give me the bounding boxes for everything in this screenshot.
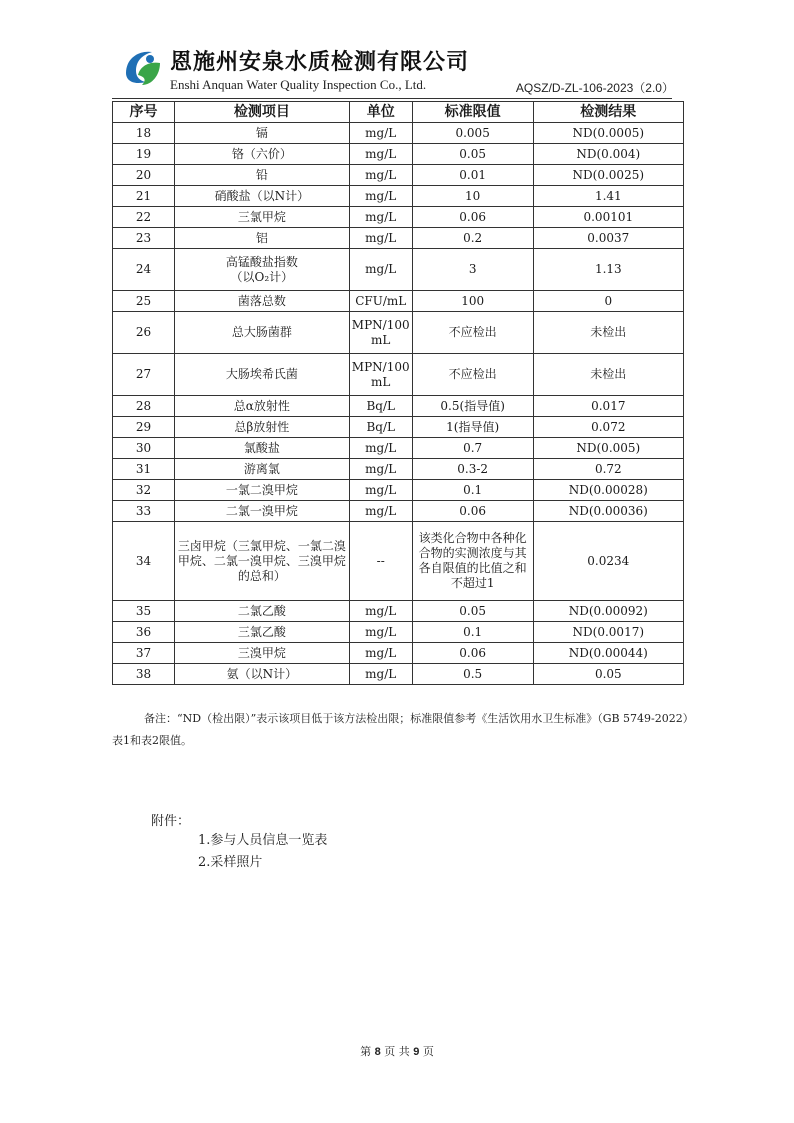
- header-divider: [112, 98, 672, 99]
- cell-unit: Bq/L: [349, 396, 412, 417]
- cell-item: 总α放射性: [174, 396, 349, 417]
- cell-limit: 0.06: [412, 643, 533, 664]
- water-drop-logo-icon: [122, 47, 164, 89]
- table-row: [113, 438, 684, 459]
- cell-limit: 1(指导值): [412, 417, 533, 438]
- footer-total-pages: 9: [413, 1046, 420, 1058]
- cell-no: 24: [113, 249, 175, 291]
- cell-no: 20: [113, 165, 175, 186]
- cell-item: 铝: [174, 228, 349, 249]
- cell-unit: mg/L: [349, 186, 412, 207]
- table-row: [113, 291, 684, 312]
- cell-limit: 0.05: [412, 144, 533, 165]
- cell-unit: mg/L: [349, 165, 412, 186]
- table-row: [113, 312, 684, 354]
- attachments-title: 附件：: [151, 814, 191, 829]
- table-row: [113, 480, 684, 501]
- footer-prefix: 第: [360, 1045, 372, 1058]
- cell-item-line2: （以O₂计）: [230, 269, 294, 284]
- cell-item: 三溴甲烷: [174, 643, 349, 664]
- cell-no: 32: [113, 480, 175, 501]
- table-row: [113, 664, 684, 685]
- cell-item: 游离氯: [174, 459, 349, 480]
- table-row: [113, 123, 684, 144]
- cell-unit: mg/L: [349, 249, 412, 291]
- cell-result: 0.0037: [533, 228, 683, 249]
- cell-unit: MPN/100mL: [349, 354, 412, 396]
- table-note: 备注：“ND（检出限）”表示该项目低于该方法检出限；标准限值参考《生活饮用水卫生标准》（GB 5749-2022）表1和表2限值。: [112, 712, 689, 747]
- header-result: 检测结果: [533, 102, 683, 123]
- footer-middle: 页 共: [384, 1045, 410, 1058]
- page-header: [0, 0, 794, 100]
- cell-limit: 0.2: [412, 228, 533, 249]
- table-row: [113, 354, 684, 396]
- header-limit: 标准限值: [412, 102, 533, 123]
- cell-no: 35: [113, 601, 175, 622]
- cell-item: 三氯甲烷: [174, 207, 349, 228]
- cell-no: 19: [113, 144, 175, 165]
- cell-item: 大肠埃希氏菌: [174, 354, 349, 396]
- cell-limit: 0.1: [412, 480, 533, 501]
- cell-result: ND(0.00028): [533, 480, 683, 501]
- table-row: [113, 522, 684, 601]
- cell-no: 22: [113, 207, 175, 228]
- document-code: AQSZ/D-ZL-106-2023（2.0）: [515, 81, 674, 95]
- cell-result: 0.072: [533, 417, 683, 438]
- cell-unit: mg/L: [349, 601, 412, 622]
- cell-unit: MPN/100mL: [349, 312, 412, 354]
- table-row: [113, 144, 684, 165]
- table-row: [113, 186, 684, 207]
- cell-limit: 0.5: [412, 664, 533, 685]
- cell-unit: mg/L: [349, 144, 412, 165]
- cell-result: 0.017: [533, 396, 683, 417]
- cell-limit: 10: [412, 186, 533, 207]
- cell-no: 25: [113, 291, 175, 312]
- cell-no: 31: [113, 459, 175, 480]
- cell-unit: mg/L: [349, 459, 412, 480]
- cell-unit: Bq/L: [349, 417, 412, 438]
- cell-result: ND(0.0005): [533, 123, 683, 144]
- cell-no: 29: [113, 417, 175, 438]
- table-row: [113, 249, 684, 291]
- cell-limit: 0.05: [412, 601, 533, 622]
- cell-limit: 不应检出: [412, 354, 533, 396]
- cell-no: 23: [113, 228, 175, 249]
- cell-no: 34: [113, 522, 175, 601]
- cell-item: 二氯乙酸: [174, 601, 349, 622]
- cell-result: 1.13: [533, 249, 683, 291]
- cell-limit: 不应检出: [412, 312, 533, 354]
- cell-item: 氨（以N计）: [174, 664, 349, 685]
- cell-no: 37: [113, 643, 175, 664]
- cell-unit: CFU/mL: [349, 291, 412, 312]
- cell-item: 硝酸盐（以N计）: [174, 186, 349, 207]
- cell-limit: 0.06: [412, 207, 533, 228]
- cell-item: 铬（六价）: [174, 144, 349, 165]
- cell-limit: 100: [412, 291, 533, 312]
- cell-result: ND(0.0025): [533, 165, 683, 186]
- company-name-en: Enshi Anquan Water Quality Inspection Co., Ltd.: [170, 77, 427, 92]
- cell-unit: mg/L: [349, 501, 412, 522]
- cell-result: 0.05: [533, 664, 683, 685]
- cell-item: 铅: [174, 165, 349, 186]
- cell-result: ND(0.00044): [533, 643, 683, 664]
- cell-unit: mg/L: [349, 664, 412, 685]
- cell-limit: 该类化合物中各种化合物的实测浓度与其各自限值的比值之和不超过1: [412, 522, 533, 601]
- cell-item: 总β放射性: [174, 417, 349, 438]
- cell-no: 27: [113, 354, 175, 396]
- cell-item: 总大肠菌群: [174, 312, 349, 354]
- header-item: 检测项目: [174, 102, 349, 123]
- header-unit: 单位: [349, 102, 412, 123]
- cell-limit: 0.06: [412, 501, 533, 522]
- cell-item-line1: 高锰酸盐指数: [225, 254, 298, 269]
- footer-page-number: 8: [374, 1046, 381, 1058]
- cell-item: [174, 249, 349, 291]
- cell-limit: 0.1: [412, 622, 533, 643]
- cell-limit: 0.5(指导值): [412, 396, 533, 417]
- cell-unit: mg/L: [349, 480, 412, 501]
- cell-no: 21: [113, 186, 175, 207]
- cell-item: 菌落总数: [174, 291, 349, 312]
- cell-no: 36: [113, 622, 175, 643]
- cell-result: ND(0.00092): [533, 601, 683, 622]
- table-row: [113, 207, 684, 228]
- cell-item: 三卤甲烷（三氯甲烷、一氯二溴甲烷、二氯一溴甲烷、三溴甲烷的总和）: [174, 522, 349, 601]
- cell-no: 26: [113, 312, 175, 354]
- cell-result: 0.00101: [533, 207, 683, 228]
- cell-no: 28: [113, 396, 175, 417]
- results-table: [112, 101, 684, 685]
- cell-item: 氯酸盐: [174, 438, 349, 459]
- cell-unit: mg/L: [349, 228, 412, 249]
- cell-result: 未检出: [533, 312, 683, 354]
- cell-limit: 0.005: [412, 123, 533, 144]
- attachment-item: 1.参与人员信息一览表: [198, 833, 328, 848]
- footer-suffix: 页: [422, 1045, 434, 1058]
- cell-unit: mg/L: [349, 207, 412, 228]
- cell-limit: 0.3-2: [412, 459, 533, 480]
- cell-unit: mg/L: [349, 438, 412, 459]
- cell-item: 镉: [174, 123, 349, 144]
- cell-unit: mg/L: [349, 622, 412, 643]
- table-row: [113, 417, 684, 438]
- table-header-row: [113, 102, 684, 123]
- cell-item: 二氯一溴甲烷: [174, 501, 349, 522]
- cell-unit: mg/L: [349, 123, 412, 144]
- cell-unit: mg/L: [349, 643, 412, 664]
- cell-result: 未检出: [533, 354, 683, 396]
- cell-result: 0.72: [533, 459, 683, 480]
- cell-result: 0.0234: [533, 522, 683, 601]
- table-row: [113, 501, 684, 522]
- cell-result: 0: [533, 291, 683, 312]
- cell-no: 18: [113, 123, 175, 144]
- table-row: [113, 601, 684, 622]
- cell-limit: 0.01: [412, 165, 533, 186]
- table-row: [113, 165, 684, 186]
- header-no: 序号: [113, 102, 175, 123]
- cell-result: ND(0.005): [533, 438, 683, 459]
- cell-limit: 3: [412, 249, 533, 291]
- cell-item: 一氯二溴甲烷: [174, 480, 349, 501]
- attachments-list: [198, 830, 327, 874]
- cell-result: 1.41: [533, 186, 683, 207]
- table-row: [113, 459, 684, 480]
- cell-item: 三氯乙酸: [174, 622, 349, 643]
- company-name-cn: 恩施州安泉水质检测有限公司: [170, 49, 470, 75]
- table-row: [113, 396, 684, 417]
- cell-no: 38: [113, 664, 175, 685]
- cell-no: 33: [113, 501, 175, 522]
- attachment-item: 2.采样照片: [198, 855, 263, 870]
- cell-no: 30: [113, 438, 175, 459]
- table-row: [113, 228, 684, 249]
- cell-limit: 0.7: [412, 438, 533, 459]
- cell-result: ND(0.004): [533, 144, 683, 165]
- cell-result: ND(0.0017): [533, 622, 683, 643]
- page-footer: [0, 1043, 794, 1059]
- cell-result: ND(0.00036): [533, 501, 683, 522]
- cell-unit: --: [349, 522, 412, 601]
- table-row: [113, 643, 684, 664]
- table-row: [113, 622, 684, 643]
